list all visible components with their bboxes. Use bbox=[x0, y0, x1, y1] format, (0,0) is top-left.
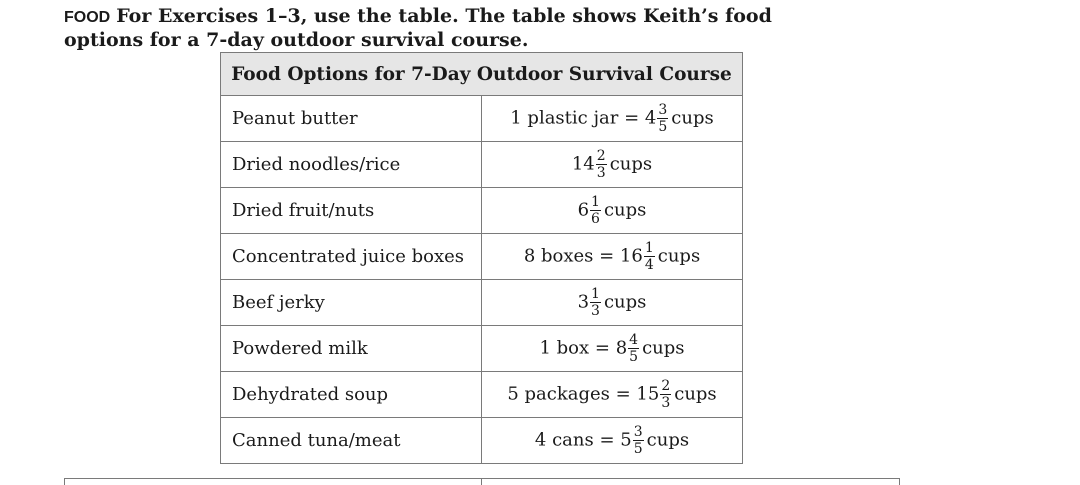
mixed-number-whole: 3 bbox=[577, 291, 590, 313]
fraction-denominator: 5 bbox=[658, 119, 668, 135]
mixed-number-whole: 16 bbox=[619, 245, 643, 267]
fraction bbox=[633, 425, 644, 456]
fraction-numerator: 2 bbox=[661, 378, 671, 394]
fraction-denominator: 3 bbox=[661, 395, 671, 411]
food-quantity bbox=[482, 280, 743, 326]
quantity-unit: cups bbox=[603, 291, 647, 313]
quantity-prefix: 8 boxes = bbox=[523, 245, 620, 267]
food-item-name: Canned tuna/meat bbox=[221, 418, 482, 464]
table-row bbox=[221, 234, 743, 280]
food-quantity bbox=[482, 326, 743, 372]
table-row bbox=[221, 326, 743, 372]
mixed-number-whole: 5 bbox=[620, 429, 632, 451]
mixed-number-whole: 15 bbox=[636, 383, 660, 405]
table-row bbox=[221, 418, 743, 464]
fraction-denominator: 5 bbox=[629, 349, 639, 365]
fraction-numerator: 1 bbox=[591, 194, 600, 210]
food-quantity bbox=[482, 372, 743, 418]
table-row bbox=[221, 188, 743, 234]
quantity-unit: cups bbox=[642, 337, 685, 359]
quantity-prefix: 1 plastic jar = bbox=[510, 107, 645, 129]
fraction bbox=[657, 103, 668, 134]
food-quantity bbox=[482, 188, 743, 234]
fraction bbox=[590, 195, 601, 226]
fraction-denominator: 5 bbox=[633, 441, 643, 457]
fraction-numerator: 1 bbox=[644, 240, 654, 256]
quantity-prefix: 4 cans = bbox=[534, 429, 621, 451]
fraction bbox=[660, 379, 671, 410]
mixed-number-whole: 8 bbox=[615, 337, 628, 359]
fraction bbox=[590, 287, 601, 318]
fraction-numerator: 3 bbox=[633, 424, 643, 440]
food-quantity bbox=[482, 418, 743, 464]
food-quantity bbox=[482, 234, 743, 280]
food-item-name: Beef jerky bbox=[221, 280, 482, 326]
fraction-denominator: 6 bbox=[591, 211, 600, 227]
fraction-denominator: 4 bbox=[644, 257, 654, 273]
food-item-name: Dehydrated soup bbox=[221, 372, 482, 418]
food-item-name: Concentrated juice boxes bbox=[221, 234, 482, 280]
table-row bbox=[221, 142, 743, 188]
table-title: Food Options for 7-Day Outdoor Survival Course bbox=[221, 53, 743, 96]
food-quantity bbox=[482, 142, 743, 188]
table-header-row bbox=[221, 53, 743, 96]
fraction-denominator: 3 bbox=[596, 165, 606, 181]
quantity-unit: cups bbox=[603, 199, 647, 221]
food-options-table bbox=[220, 52, 743, 464]
food-item-name: Dried noodles/rice bbox=[221, 142, 482, 188]
fraction-numerator: 1 bbox=[591, 286, 600, 302]
exercise-intro bbox=[64, 5, 784, 52]
quantity-unit: cups bbox=[674, 383, 717, 405]
quantity-unit: cups bbox=[609, 153, 653, 175]
section-tag: FOOD bbox=[64, 9, 111, 26]
food-quantity bbox=[482, 96, 743, 142]
fraction-numerator: 3 bbox=[658, 102, 668, 118]
table-row bbox=[221, 372, 743, 418]
quantity-unit: cups bbox=[657, 245, 701, 267]
next-table-divider bbox=[481, 479, 482, 485]
mixed-number-whole: 6 bbox=[577, 199, 590, 221]
fraction-numerator: 2 bbox=[596, 148, 606, 164]
quantity-prefix: 1 box = bbox=[539, 337, 616, 359]
mixed-number-whole: 4 bbox=[644, 107, 657, 129]
fraction-numerator: 4 bbox=[629, 332, 639, 348]
table-row bbox=[221, 96, 743, 142]
table-row bbox=[221, 280, 743, 326]
food-item-name: Powdered milk bbox=[221, 326, 482, 372]
fraction bbox=[596, 149, 607, 180]
food-item-name: Peanut butter bbox=[221, 96, 482, 142]
food-item-name: Dried fruit/nuts bbox=[221, 188, 482, 234]
quantity-unit: cups bbox=[671, 107, 714, 129]
quantity-unit: cups bbox=[646, 429, 690, 451]
table-body bbox=[221, 96, 743, 464]
intro-text: For Exercises 1–3, use the table. The table shows Keith’s food options for a 7-day outdoor survival course. bbox=[64, 5, 772, 51]
quantity-prefix: 5 packages = bbox=[507, 383, 637, 405]
fraction bbox=[628, 333, 639, 364]
fraction-denominator: 3 bbox=[591, 303, 600, 319]
mixed-number-whole: 14 bbox=[571, 153, 595, 175]
fraction bbox=[644, 241, 655, 272]
